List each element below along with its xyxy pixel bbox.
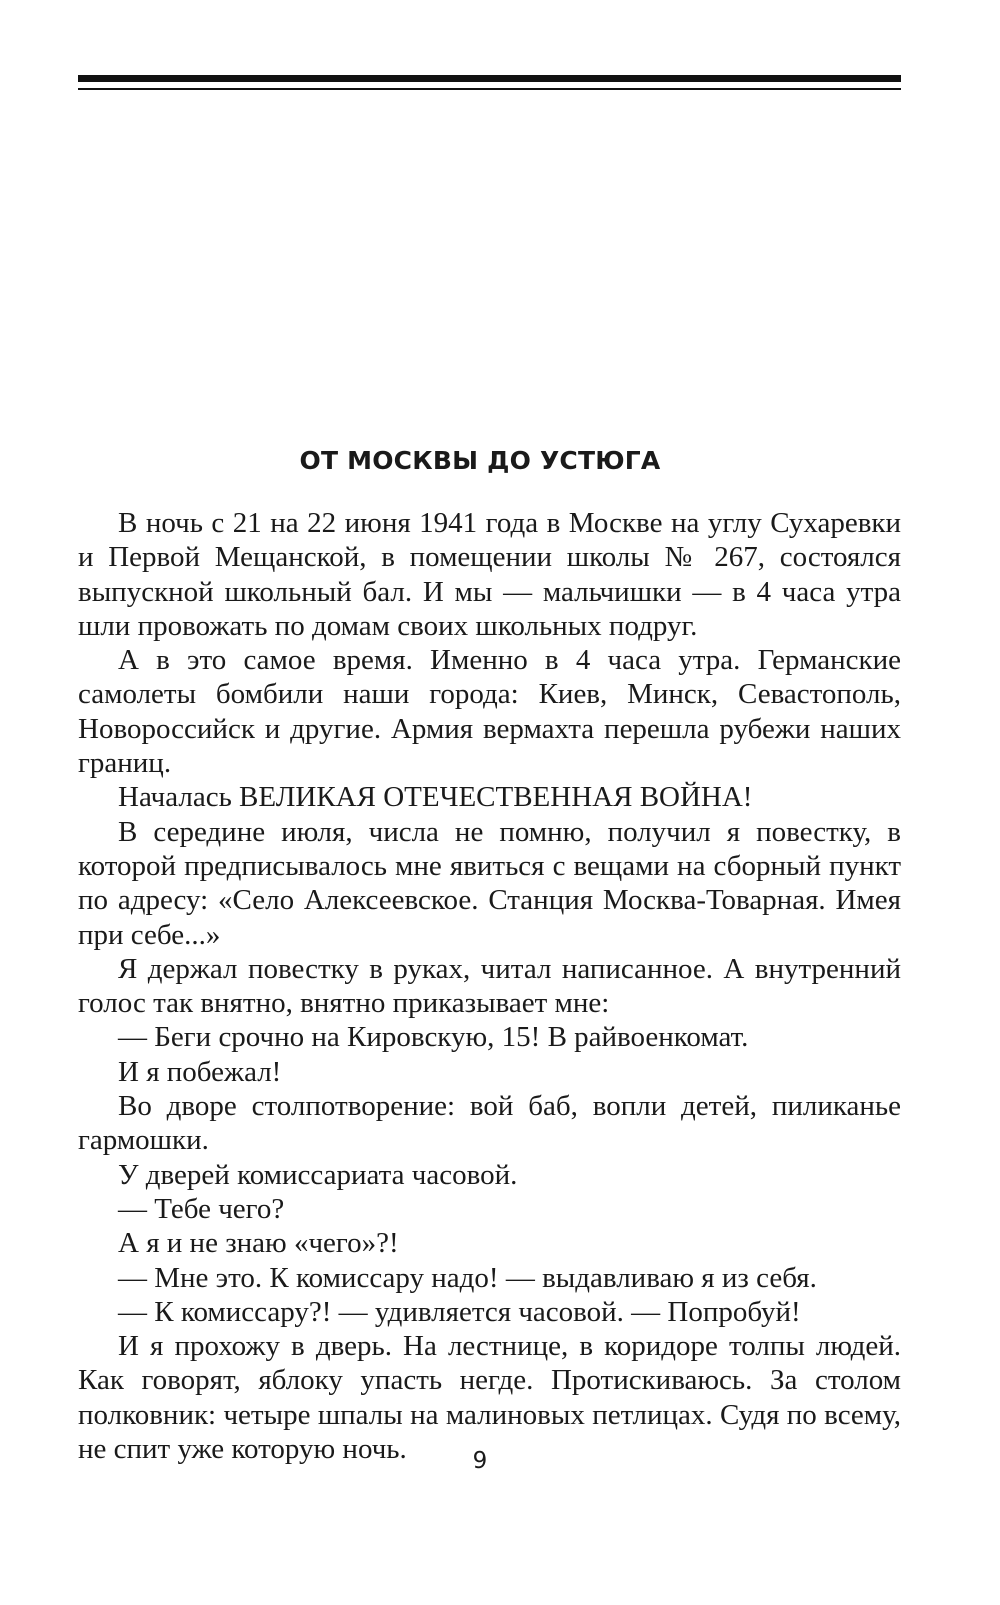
paragraph: Я держал повестку в руках, читал написанное. А внутренний голос так внятно, внятно приказывает мне: (78, 952, 901, 1020)
paragraph: — Тебе чего? (118, 1192, 285, 1225)
paragraph: Началась ВЕЛИКАЯ ОТЕЧЕСТВЕННАЯ ВОЙНА! (118, 781, 753, 814)
page-number: 9 (472, 1448, 488, 1474)
paragraph: У дверей комиссариата часовой. (118, 1158, 518, 1191)
paragraph: И я побежал! (118, 1055, 282, 1088)
paragraph: — Беги срочно на Кировскую, 15! В райвоенкомат. (118, 1021, 749, 1054)
paragraph: А в это самое время. Именно в 4 часа утра. Германские самолеты бомбили наши города: Киев, Минск, Севастополь, Новороссийск и другие. Армия вермахта перешла рубежи наших границ. (78, 644, 901, 780)
paragraph: А я и не знаю «чего»?! (118, 1227, 399, 1260)
paragraph: Во дворе столпотворение: вой баб, вопли детей, пиликанье гармошки. (78, 1090, 901, 1157)
header-rule-thick (78, 75, 901, 82)
paragraph: — Мне это. К комиссару надо! — выдавливаю я из себя. (118, 1261, 817, 1294)
paragraph: И я прохожу в дверь. На лестнице, в коридоре толпы людей. Как говорят, яблоку упасть негде. Протискиваюсь. За столом полковник: четыре шпалы на малиновых петлицах. Судя по всему, не спит уже которую ночь. (78, 1330, 901, 1466)
paragraph: В ночь с 21 на 22 июня 1941 года в Москве на углу Сухаревки и Первой Мещанской, в помещении школы № 267, состоялся выпускной школьный бал. И мы — мальчишки — в 4 часа утра шли провожать по домам своих школьных подруг. (78, 507, 901, 642)
header-rule-thin (78, 88, 901, 90)
paragraph: В середине июля, числа не помню, получил я повестку, в которой предписывалось мне явиться с вещами на сборный пункт по адресу: «Село Алексеевское. Станция Москва-Товарная. Имея при себе...» (78, 815, 901, 951)
paragraph: — К комиссару?! — удивляется часовой. — Попробуй! (118, 1295, 801, 1328)
chapter-body (78, 506, 901, 1466)
chapter-title: ОТ МОСКВЫ ДО УСТЮГА (299, 446, 661, 475)
